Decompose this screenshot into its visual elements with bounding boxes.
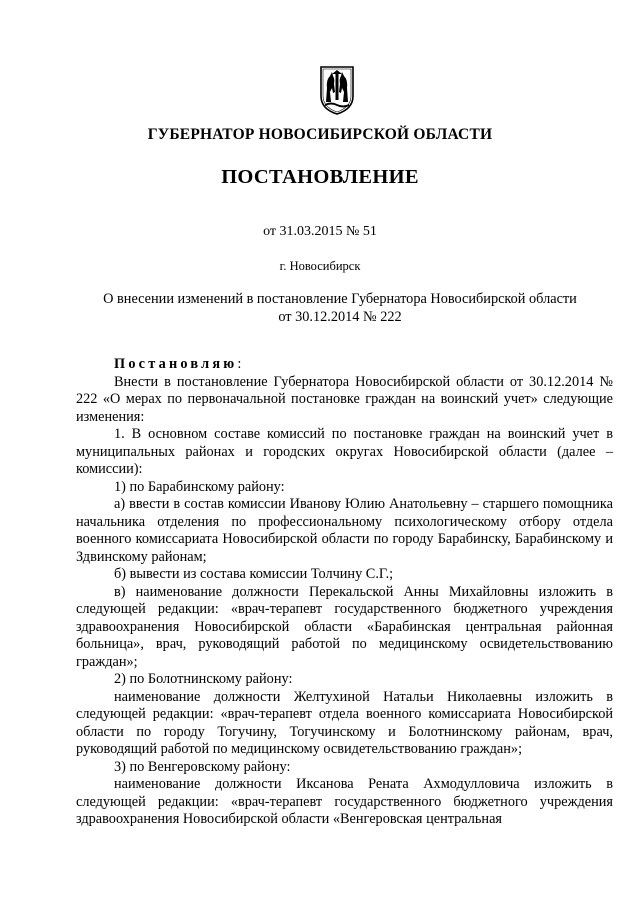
body-paragraph-item-1: 1. В основном составе комиссий по постановке граждан на воинский учет в муниципальных районах и городских округах Новосибирской области (далее – комиссии):	[76, 426, 613, 477]
body-paragraph-barabinsk-c: в) наименование должности Перекальской Анны Михайловны изложить в следующей редакции: «врач-терапевт государственного бюджетного учреждения здравоохранения Новосибирской области «Барабинская центральная районная больница», врач, руководящий работой по медицинскому освидетельствованию граждан»;	[76, 583, 613, 670]
novosibirsk-coat-of-arms-icon	[318, 62, 356, 116]
document-city: г. Новосибирск	[279, 259, 361, 273]
document-date-number: от 31.03.2015 № 51	[263, 224, 377, 239]
body-paragraph-barabinsk-a: а) ввести в состав комиссии Иванову Юлию Анатольевну – старшего помощника начальника отделения по профессиональному психологическому отбору отдела военного комиссариата Новосибирской области по городу Барабинску, Барабинскому и Здвинскому районам;	[76, 496, 613, 565]
body-paragraph-bolotnoe-text: наименование должности Желтухиной Натальи Николаевны изложить в следующей редакции: «врач-терапевт отдела военного комиссариата Новосибирской области по городу Тогучину, Тогучинскому и Болотнинскому районам, врач, руководящий работой по медицинскому освидетельствованию граждан»;	[76, 688, 613, 757]
subject-line-2: от 30.12.2014 № 222	[278, 309, 402, 325]
document-subject	[60, 290, 620, 326]
subject-line-1: О внесении изменений в постановление Губернатора Новосибирской области	[103, 291, 577, 307]
body-paragraph-barabinsk-b: б) вывести из состава комиссии Толчину С.Г.;	[114, 566, 394, 582]
body-paragraph-barabinsk: 1) по Барабинскому району:	[114, 478, 285, 495]
document-body	[76, 356, 613, 829]
resolve-word: Постановляю	[114, 356, 238, 372]
resolve-colon: :	[237, 356, 242, 372]
authority-title: ГУБЕРНАТОР НОВОСИБИРСКОЙ ОБЛАСТИ	[147, 126, 493, 143]
body-paragraph-vengerovo: 3) по Венгеровскому району:	[114, 758, 291, 775]
body-paragraph-intro: Внести в постановление Губернатора Новосибирской области от 30.12.2014 № 222 «О мерах по первоначальной постановке граждан на воинский учет» следующие изменения:	[76, 373, 613, 425]
body-paragraph-bolotnoe: 2) по Болотнинскому району:	[114, 671, 293, 687]
body-paragraph-vengerovo-text: наименование должности Иксанова Рената Ахмодулловича изложить в следующей редакции: «врач-терапевт государственного бюджетного учреждения здравоохранения Новосибирской области «Венгеровская центральная	[76, 776, 613, 827]
resolve-heading	[76, 356, 613, 374]
document-type-title: ПОСТАНОВЛЕНИЕ	[221, 166, 419, 188]
